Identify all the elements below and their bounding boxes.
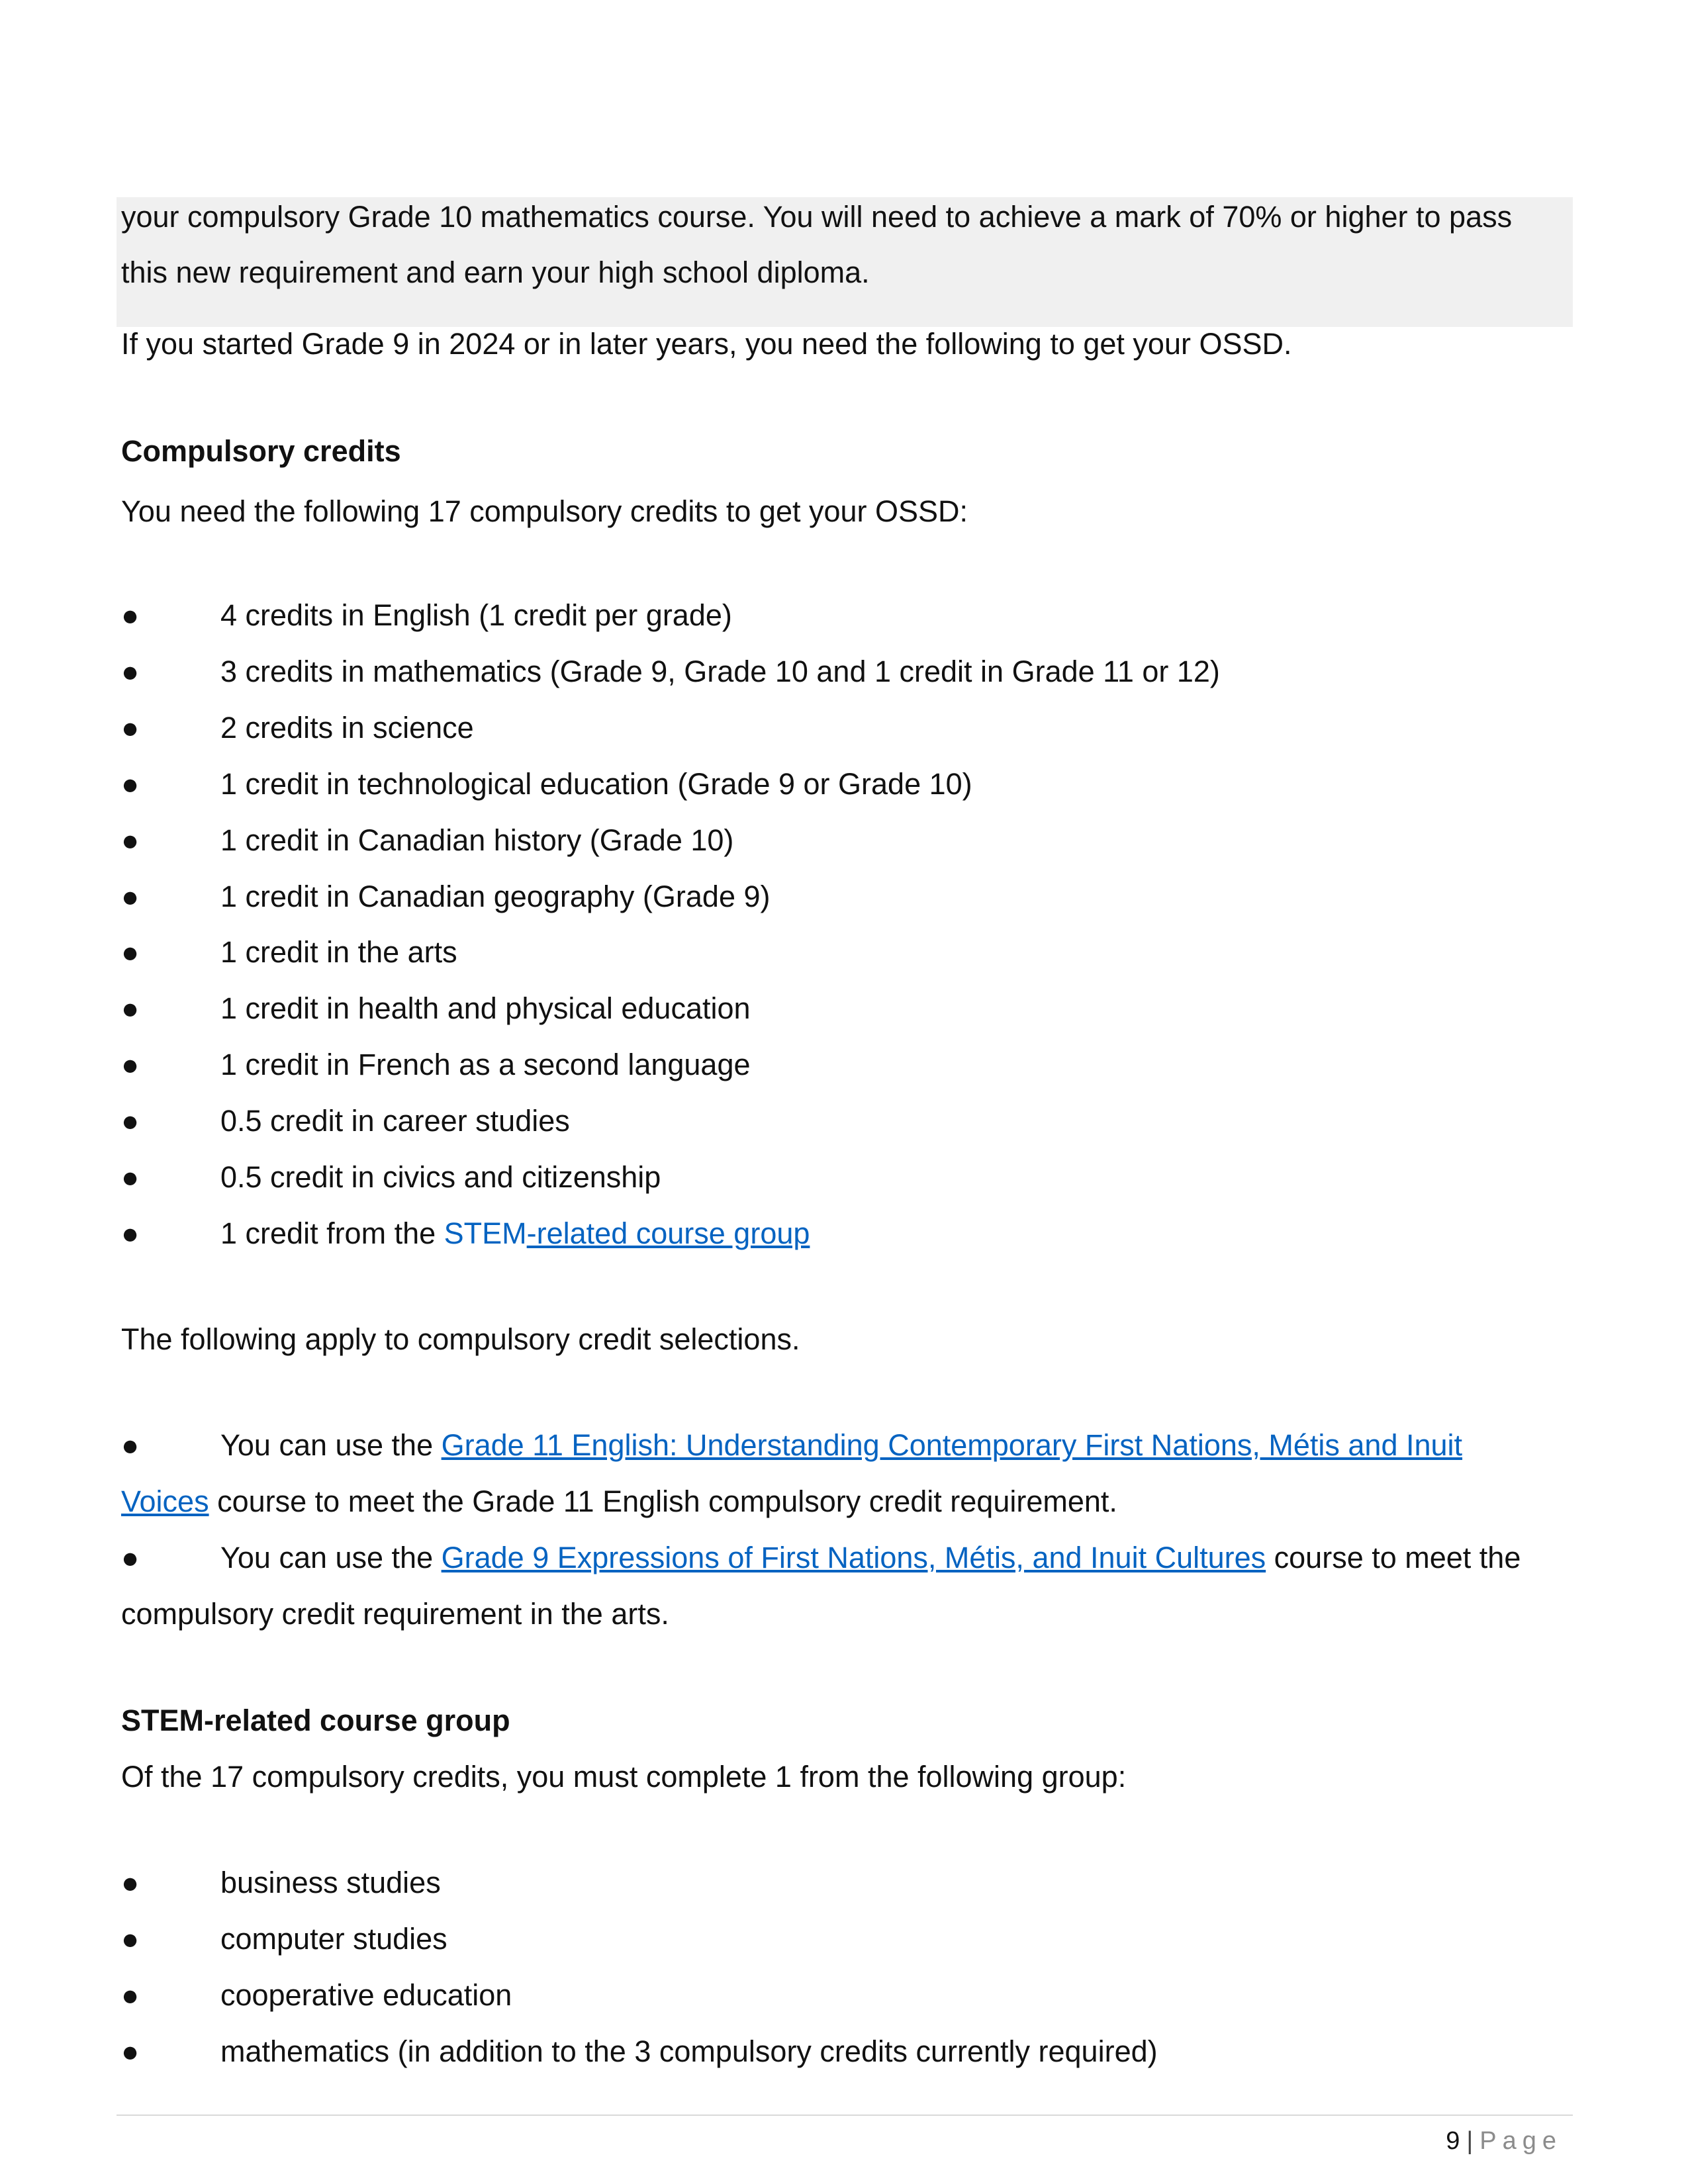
compulsory-credits-heading: Compulsory credits [121,434,401,468]
apply-item-1-prefix: You can use the [220,1428,442,1462]
apply-item-2-line-1 [220,1538,1521,1578]
page-label: Page [1479,2127,1562,2155]
footer-rule [117,2115,1573,2116]
list-item: 4 credits in English (1 credit per grade) [220,598,732,632]
bullet-glyph: ● [121,598,140,632]
list-item: 2 credits in science [220,710,474,745]
apply-item-1-line-1 [220,1426,1462,1465]
bullet-glyph: ● [121,935,140,970]
bullet-glyph: ● [121,654,140,688]
grade9-expressions-fnmi-link[interactable]: Grade 9 Expressions of First Nations, Métis, and Inuit Cultures [441,1541,1266,1574]
list-item: 1 credit in Canadian history (Grade 10) [220,823,734,857]
voices-link[interactable]: Voices [121,1484,209,1518]
footer-separator: | [1466,2127,1474,2155]
bullet-glyph: ● [121,766,140,801]
list-item: 0.5 credit in civics and citizenship [220,1160,661,1194]
started-grade9-text: If you started Grade 9 in 2024 or in later years, you need the following to get your OSSD. [121,327,1292,361]
apply-item-1-suffix: course to meet the Grade 11 English compulsory credit requirement. [209,1484,1117,1518]
apply-item-2-suffix: course to meet the [1266,1541,1521,1574]
bullet-glyph: ● [121,823,140,857]
page-number: 9 [1446,2127,1460,2155]
bullet-glyph: ● [121,1216,140,1250]
stem-related-course-group-link[interactable]: -related course group [526,1216,810,1250]
list-item: 3 credits in mathematics (Grade 9, Grade 10 and 1 credit in Grade 11 or 12) [220,654,1220,688]
apply-item-1-line-2 [121,1482,1117,1522]
shaded-line-2: this new requirement and earn your high school diploma. [121,255,870,289]
bullet-glyph: ● [121,1048,140,1082]
grade11-english-fnmi-link[interactable]: Grade 11 English: Understanding Contemporary First Nations, Métis and Inuit [441,1428,1463,1462]
list-item: mathematics (in addition to the 3 compulsory credits currently required) [220,2034,1158,2068]
list-item-text: 1 credit from the [220,1216,444,1250]
bullet-glyph: ● [121,1978,140,2012]
bullet-glyph: ● [121,1922,140,1956]
list-item: 1 credit in technological education (Grade 9 or Grade 10) [220,766,972,801]
bullet-glyph: ● [121,2034,140,2068]
bullet-glyph: ● [121,1541,140,1574]
page-footer [1446,2121,1562,2161]
stem-link-part[interactable]: STEM [444,1216,527,1250]
list-item: 1 credit in the arts [220,935,457,970]
shaded-line-1: your compulsory Grade 10 mathematics course. You will need to achieve a mark of 70% or higher to pass [121,200,1513,234]
apply-item-2-line-2: compulsory credit requirement in the arts. [121,1597,669,1631]
stem-lead: Of the 17 compulsory credits, you must complete 1 from the following group: [121,1760,1127,1794]
list-item-stem-credit [220,1214,810,1253]
stem-heading: STEM-related course group [121,1704,510,1737]
bullet-glyph: ● [121,1428,140,1462]
bullet-glyph: ● [121,710,140,745]
list-item: 1 credit in French as a second language [220,1048,751,1082]
compulsory-credits-lead: You need the following 17 compulsory credits to get your OSSD: [121,494,968,528]
bullet-glyph: ● [121,1160,140,1194]
list-item: computer studies [220,1922,447,1956]
list-item: business studies [220,1866,441,1899]
apply-lead: The following apply to compulsory credit selections. [121,1322,800,1356]
list-item: 1 credit in Canadian geography (Grade 9) [220,879,771,913]
bullet-glyph: ● [121,879,140,913]
list-item: 1 credit in health and physical education [220,991,751,1026]
bullet-glyph: ● [121,1104,140,1138]
bullet-glyph: ● [121,1866,140,1899]
list-item: cooperative education [220,1978,512,2012]
bullet-glyph: ● [121,991,140,1026]
apply-item-2-prefix: You can use the [220,1541,442,1574]
list-item: 0.5 credit in career studies [220,1104,570,1138]
